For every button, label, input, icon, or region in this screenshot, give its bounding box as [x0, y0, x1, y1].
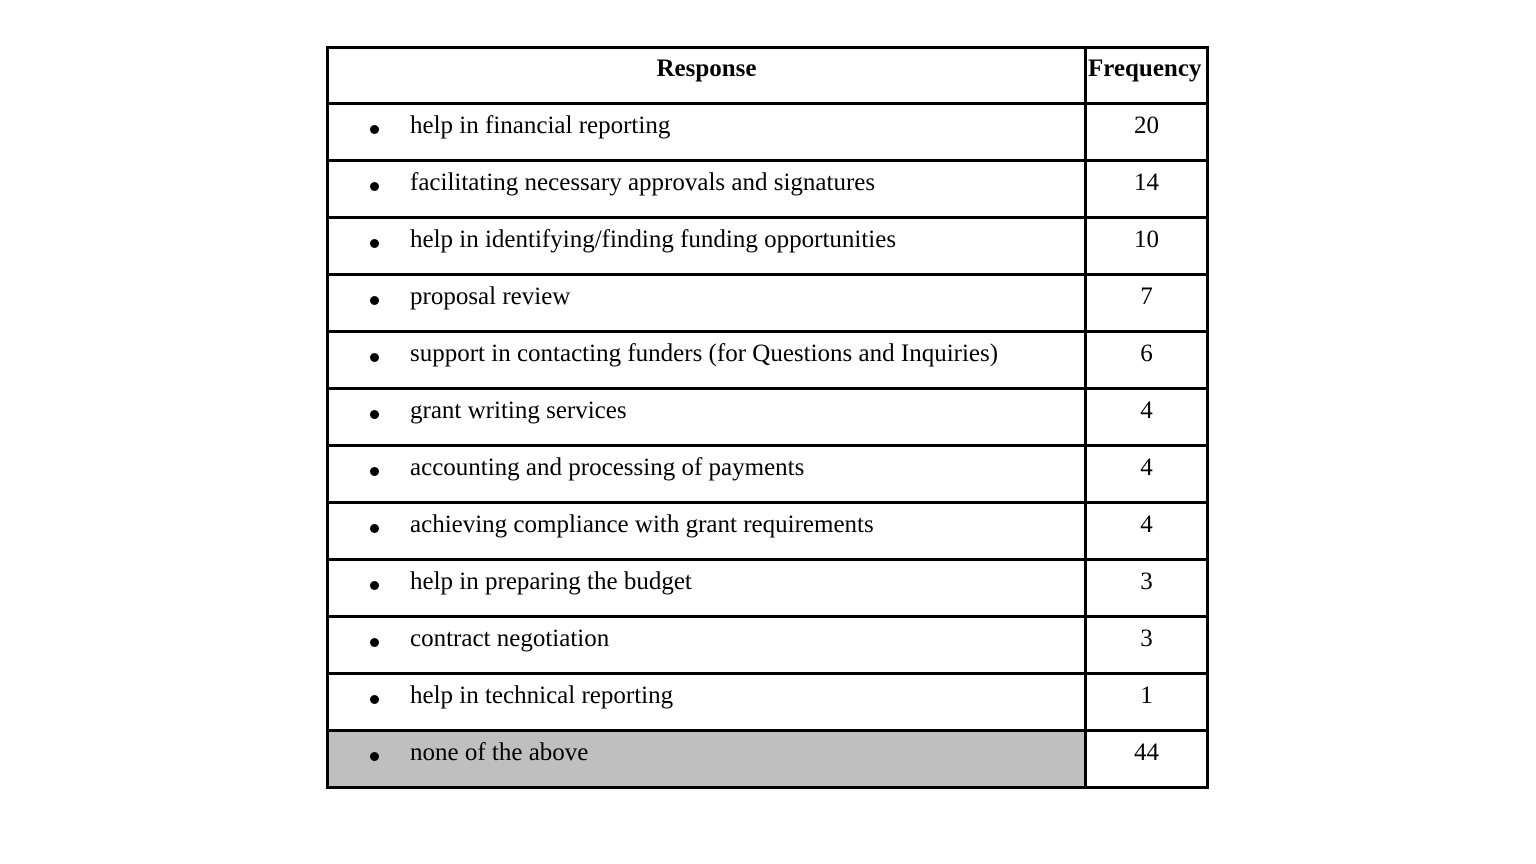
bullet-icon	[370, 752, 379, 761]
bullet-icon	[370, 239, 379, 248]
frequency-cell: 44	[1086, 731, 1208, 788]
response-text: achieving compliance with grant requirements	[410, 511, 874, 538]
response-text: help in identifying/finding funding opportunities	[410, 226, 897, 253]
response-cell	[328, 446, 1086, 503]
frequency-cell: 1	[1086, 674, 1208, 731]
response-cell	[328, 389, 1086, 446]
response-cell	[328, 218, 1086, 275]
response-frequency-table	[326, 46, 1209, 789]
frequency-cell: 7	[1086, 275, 1208, 332]
frequency-cell: 4	[1086, 503, 1208, 560]
table-row	[328, 560, 1208, 617]
response-cell	[328, 731, 1086, 788]
table-header-row	[328, 48, 1208, 104]
response-text: help in preparing the budget	[410, 568, 692, 595]
response-cell	[328, 617, 1086, 674]
table-row	[328, 446, 1208, 503]
header-frequency: Frequency	[1086, 48, 1208, 104]
table-row	[328, 104, 1208, 161]
response-text: support in contacting funders (for Questions and Inquiries)	[410, 340, 999, 367]
table-row	[328, 503, 1208, 560]
response-text: help in technical reporting	[410, 682, 674, 709]
table-row	[328, 674, 1208, 731]
response-text: grant writing services	[410, 397, 627, 424]
response-text: proposal review	[410, 283, 571, 310]
frequency-cell: 3	[1086, 617, 1208, 674]
header-response: Response	[328, 48, 1086, 104]
frequency-cell: 10	[1086, 218, 1208, 275]
bullet-icon	[370, 695, 379, 704]
response-cell	[328, 503, 1086, 560]
response-cell	[328, 161, 1086, 218]
frequency-cell: 3	[1086, 560, 1208, 617]
response-cell	[328, 104, 1086, 161]
table-row	[328, 389, 1208, 446]
table-row	[328, 275, 1208, 332]
bullet-icon	[370, 638, 379, 647]
response-text: accounting and processing of payments	[410, 454, 805, 481]
response-cell	[328, 332, 1086, 389]
bullet-icon	[370, 125, 379, 134]
response-cell	[328, 275, 1086, 332]
response-text: none of the above	[410, 739, 589, 766]
table-row	[328, 218, 1208, 275]
bullet-icon	[370, 410, 379, 419]
frequency-cell: 20	[1086, 104, 1208, 161]
bullet-icon	[370, 467, 379, 476]
bullet-icon	[370, 182, 379, 191]
response-text: contract negotiation	[410, 625, 610, 652]
bullet-icon	[370, 296, 379, 305]
bullet-icon	[370, 581, 379, 590]
frequency-cell: 6	[1086, 332, 1208, 389]
frequency-cell: 14	[1086, 161, 1208, 218]
table-row-highlighted	[328, 731, 1208, 788]
response-cell	[328, 560, 1086, 617]
bullet-icon	[370, 353, 379, 362]
response-text: help in financial reporting	[410, 112, 671, 139]
response-cell	[328, 674, 1086, 731]
table-row	[328, 161, 1208, 218]
table-row	[328, 332, 1208, 389]
bullet-icon	[370, 524, 379, 533]
frequency-cell: 4	[1086, 389, 1208, 446]
response-text: facilitating necessary approvals and signatures	[410, 169, 876, 196]
table-row	[328, 617, 1208, 674]
frequency-cell: 4	[1086, 446, 1208, 503]
